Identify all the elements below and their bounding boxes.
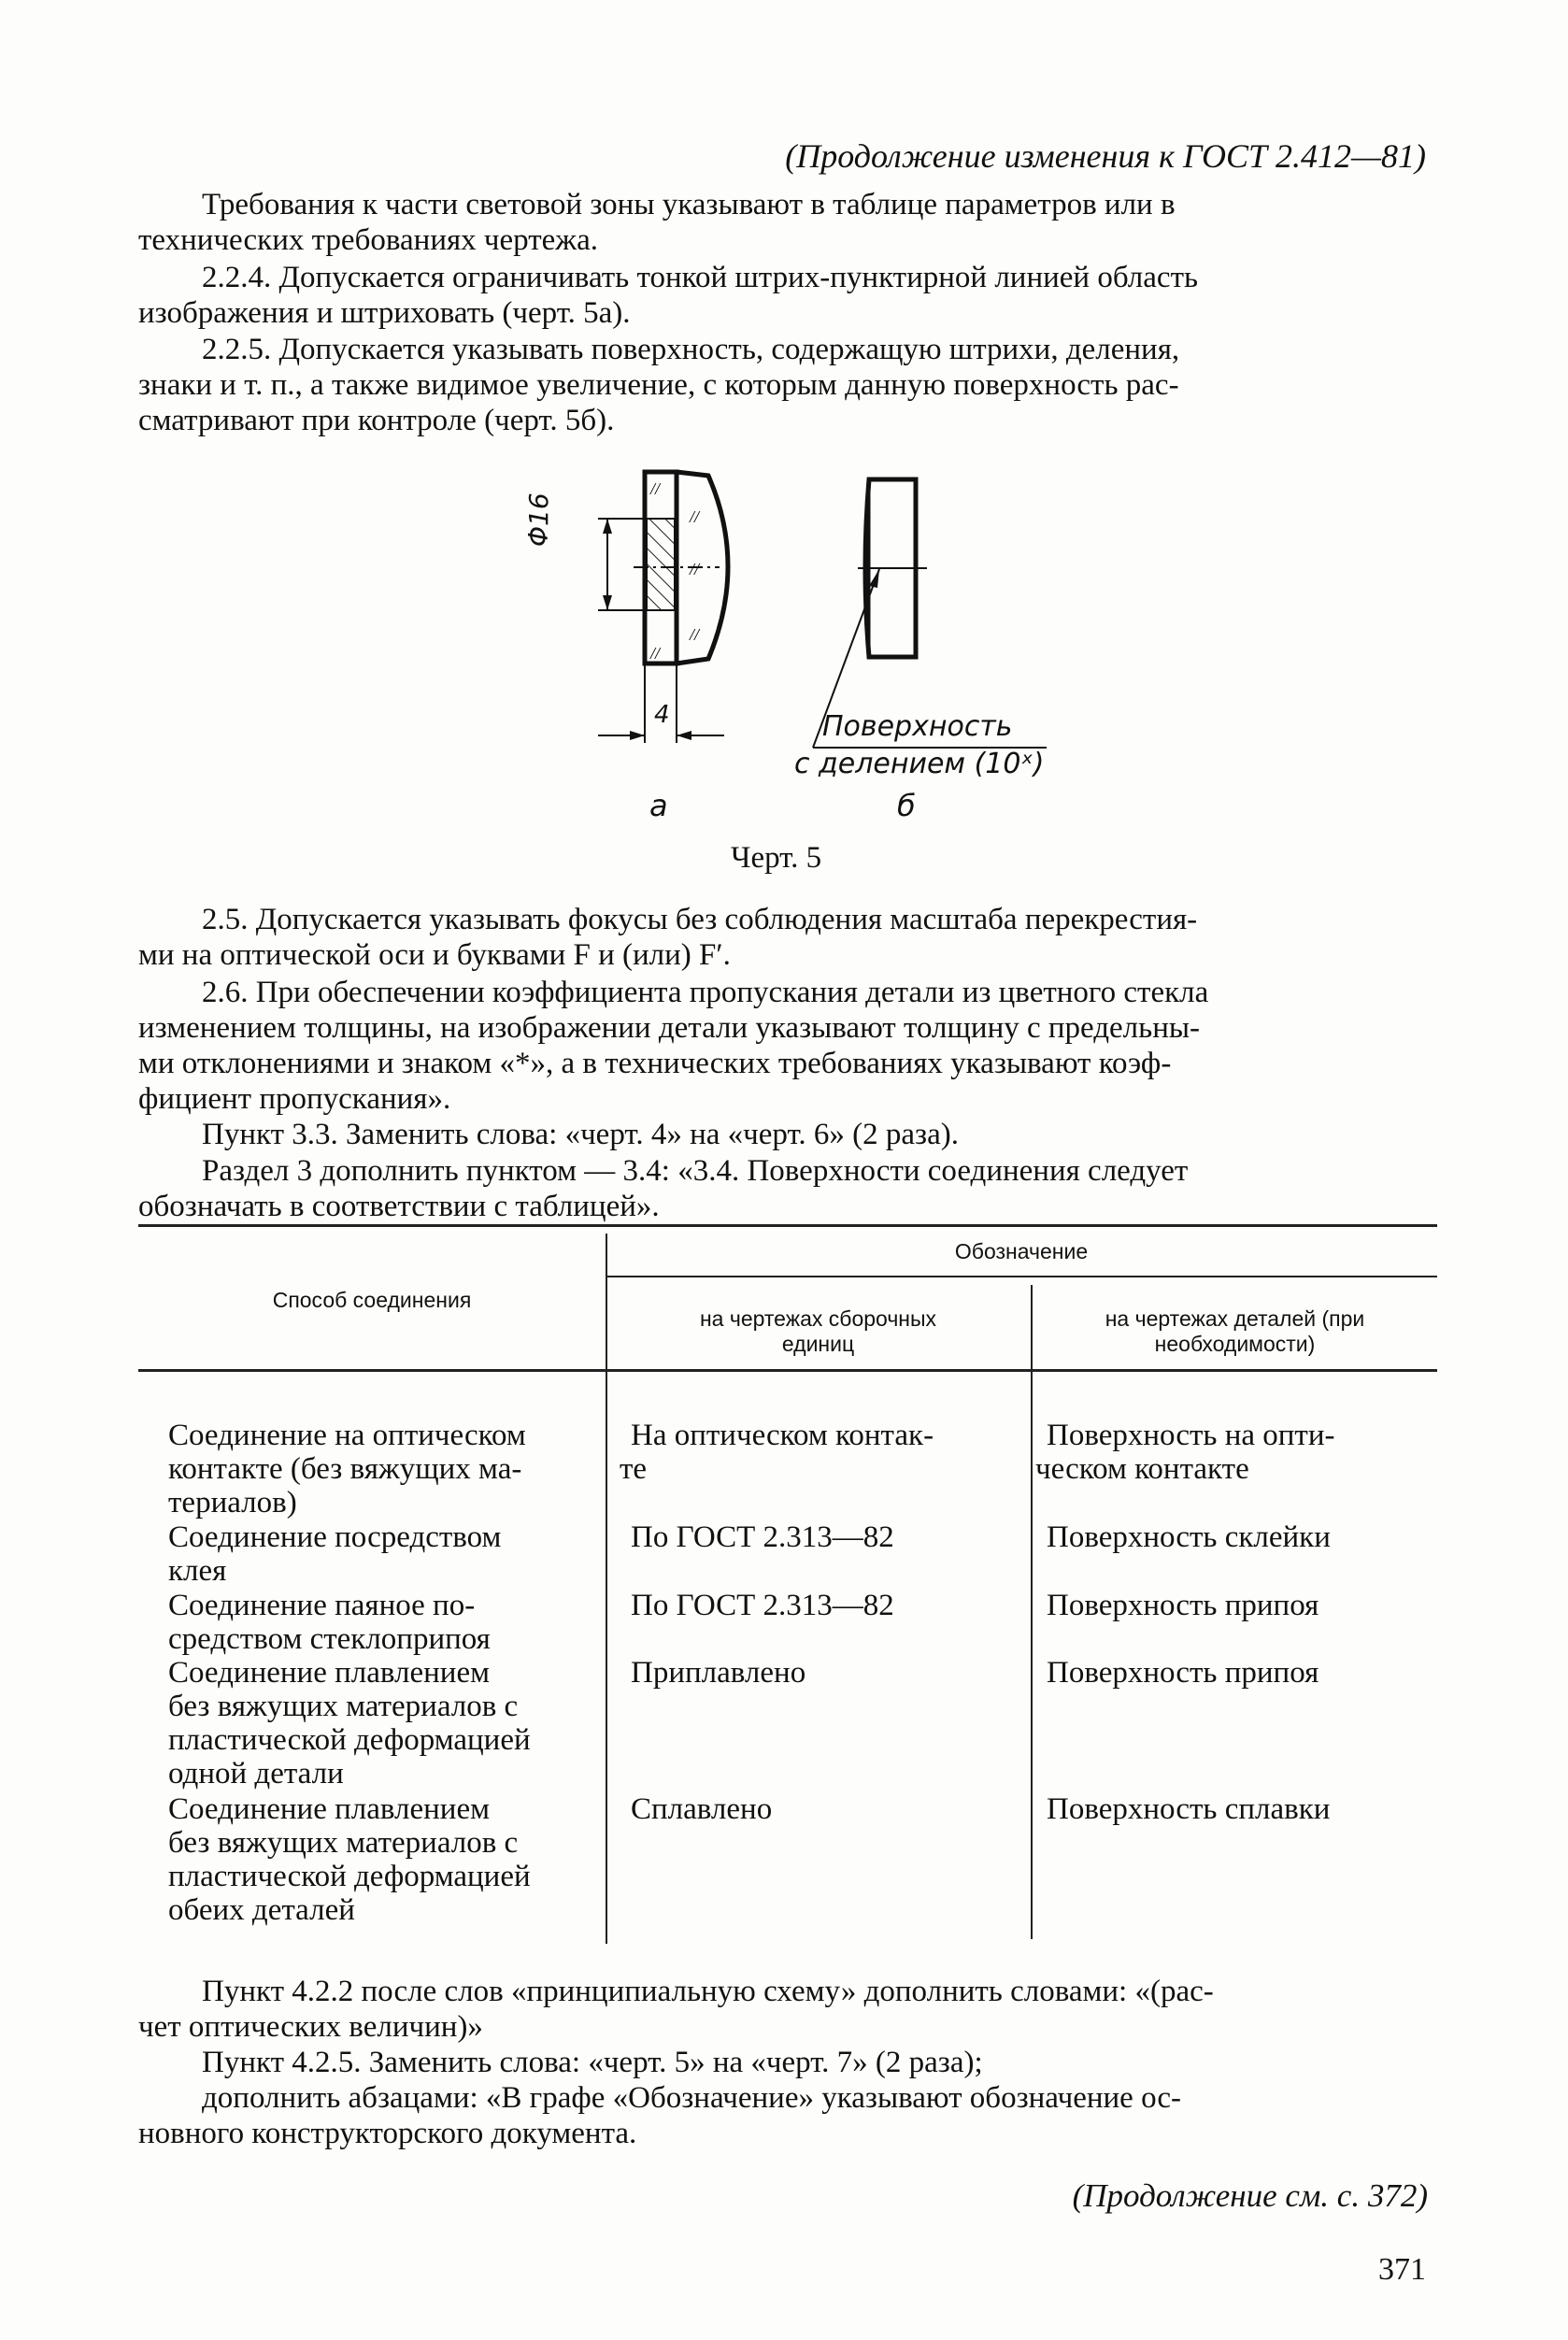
assembly-cell: По ГОСТ 2.313—82 bbox=[631, 1589, 894, 1622]
page-number: 371 bbox=[1378, 2252, 1426, 2287]
continuation-note: (Продолжение см. с. 372) bbox=[1072, 2177, 1428, 2214]
header-line: на чертежах деталей (при bbox=[1105, 1306, 1365, 1331]
detail-cell: Поверхность припоя bbox=[1047, 1656, 1319, 1690]
assembly-cell: По ГОСТ 2.313—82 bbox=[631, 1520, 894, 1554]
text-line: дополнить абзацами: «В графе «Обозначение» указывают обозначение ос- bbox=[202, 2081, 1182, 2115]
method-cell bbox=[168, 1589, 598, 1656]
text-line: знаки и т. п., а также видимое увеличение, с которым данную поверхность рас- bbox=[138, 368, 1179, 402]
text-line: обозначать в соответствии с таблицей». bbox=[138, 1190, 660, 1223]
dimension-diameter-label: Φ16 bbox=[523, 492, 554, 547]
detail-cell: Поверхность склейки bbox=[1047, 1520, 1331, 1554]
text-line: фициент пропускания». bbox=[138, 1082, 451, 1116]
text-line: новного конструкторского документа. bbox=[138, 2117, 637, 2150]
text-line: изменением толщины, на изображении детали указывают толщину с предельны- bbox=[138, 1011, 1201, 1045]
text-line: 2.6. При обеспечении коэффициента пропускания детали из цветного стекла bbox=[202, 976, 1209, 1009]
method-cell bbox=[168, 1419, 598, 1520]
table-group-rule bbox=[606, 1276, 1437, 1277]
figure-part-a-label: а bbox=[649, 788, 668, 823]
header-line: на чертежах сборочных bbox=[699, 1306, 937, 1331]
cell-line: пластической деформацией bbox=[168, 1723, 531, 1757]
running-header: (Продолжение изменения к ГОСТ 2.412—81) bbox=[785, 137, 1426, 175]
svg-text://: // bbox=[650, 644, 661, 663]
method-cell bbox=[168, 1520, 598, 1588]
figure-5-drawing bbox=[561, 463, 1084, 836]
table-header-rule bbox=[138, 1369, 1437, 1372]
paragraph-3-3: Пункт 3.3. Заменить слова: «черт. 4» на «черт. 6» (2 раза). bbox=[202, 1118, 959, 1151]
svg-text://: // bbox=[690, 625, 700, 644]
detail-cell: Поверхность припоя bbox=[1047, 1589, 1319, 1622]
svg-text://: // bbox=[690, 507, 700, 526]
cell-line: Соединение плавлением bbox=[168, 1792, 490, 1826]
dimension-thickness-label: 4 bbox=[654, 701, 670, 729]
table-column-rule bbox=[1031, 1285, 1033, 1939]
connection-table bbox=[138, 1224, 1437, 1953]
text-line: сматривают при контроле (черт. 5б). bbox=[138, 404, 615, 437]
cell-line: те bbox=[620, 1452, 648, 1486]
col-header-detail bbox=[1033, 1306, 1437, 1357]
detail-cell bbox=[1035, 1419, 1437, 1486]
svg-text://: // bbox=[690, 560, 700, 578]
plate-with-scale-b bbox=[813, 479, 1047, 748]
cell-line: обеих деталей bbox=[168, 1893, 355, 1927]
col-header-designation: Обозначение bbox=[954, 1239, 1089, 1263]
table-top-rule bbox=[138, 1224, 1437, 1227]
text-line: ми на оптической оси и буквами F и (или) F′. bbox=[138, 938, 731, 972]
assembly-cell: Приплавлено bbox=[631, 1656, 806, 1690]
text-line: изображения и штриховать (черт. 5а). bbox=[138, 296, 631, 330]
method-cell bbox=[168, 1792, 598, 1927]
figure-part-b-label: б bbox=[897, 788, 916, 823]
cell-line: средством стеклоприпоя bbox=[168, 1622, 491, 1656]
col-header-assembly bbox=[606, 1306, 1031, 1357]
text-line: Пункт 4.2.2 после слов «принципиальную схему» дополнить словами: «(рас- bbox=[202, 1975, 1214, 2008]
cell-line: Соединение посредством bbox=[168, 1520, 502, 1554]
cell-line: Соединение плавлением bbox=[168, 1656, 490, 1690]
cell-line: На оптическом контак- bbox=[631, 1419, 934, 1452]
cell-line: клея bbox=[168, 1554, 227, 1588]
header-line: единиц bbox=[781, 1332, 855, 1356]
cell-line: Соединение паяное по- bbox=[168, 1589, 476, 1622]
paragraph-4-2-5: Пункт 4.2.5. Заменить слова: «черт. 5» на «черт. 7» (2 раза); bbox=[202, 2046, 983, 2079]
text-line: технических требованиях чертежа. bbox=[138, 223, 598, 257]
assembly-cell: Сплавлено bbox=[631, 1792, 773, 1826]
method-cell bbox=[168, 1656, 598, 1791]
division-label: с делением (10ˣ) bbox=[794, 748, 1045, 780]
cell-line: без вяжущих материалов с bbox=[168, 1826, 519, 1860]
text-line: ми отклонениями и знаком «*», а в технических требованиях указывают коэф- bbox=[138, 1047, 1172, 1080]
text-line: Раздел 3 дополнить пунктом — 3.4: «3.4. Поверхности соединения следует bbox=[202, 1154, 1189, 1188]
cell-line: Соединение на оптическом bbox=[168, 1419, 526, 1452]
col-header-method: Способ соединения bbox=[272, 1288, 472, 1312]
cell-line: териалов) bbox=[168, 1486, 297, 1520]
assembly-cell bbox=[620, 1419, 1031, 1486]
surface-label: Поверхность bbox=[822, 710, 1013, 743]
cell-line: ческом контакте bbox=[1035, 1452, 1249, 1486]
text-line: 2.5. Допускается указывать фокусы без соблюдения масштаба перекрестия- bbox=[202, 903, 1198, 936]
cell-line: контакте (без вяжущих ма- bbox=[168, 1452, 522, 1486]
cell-line: одной детали bbox=[168, 1757, 344, 1791]
cell-line: без вяжущих материалов с bbox=[168, 1690, 519, 1723]
cell-line: Поверхность на опти- bbox=[1047, 1419, 1335, 1452]
text-line: 2.2.4. Допускается ограничивать тонкой штрих-пунктирной линией область bbox=[202, 261, 1199, 294]
text-line: 2.2.5. Допускается указывать поверхность, содержащую штрихи, деления, bbox=[202, 333, 1180, 366]
figure-caption: Черт. 5 bbox=[731, 841, 822, 875]
detail-cell: Поверхность сплавки bbox=[1047, 1792, 1331, 1826]
svg-text://: // bbox=[650, 479, 661, 498]
text-line: Требования к части световой зоны указывают в таблице параметров или в bbox=[202, 188, 1176, 221]
text-line: чет оптических величин)» bbox=[138, 2010, 483, 2044]
cell-line: пластической деформацией bbox=[168, 1860, 531, 1893]
header-line: необходимости) bbox=[1154, 1332, 1316, 1356]
